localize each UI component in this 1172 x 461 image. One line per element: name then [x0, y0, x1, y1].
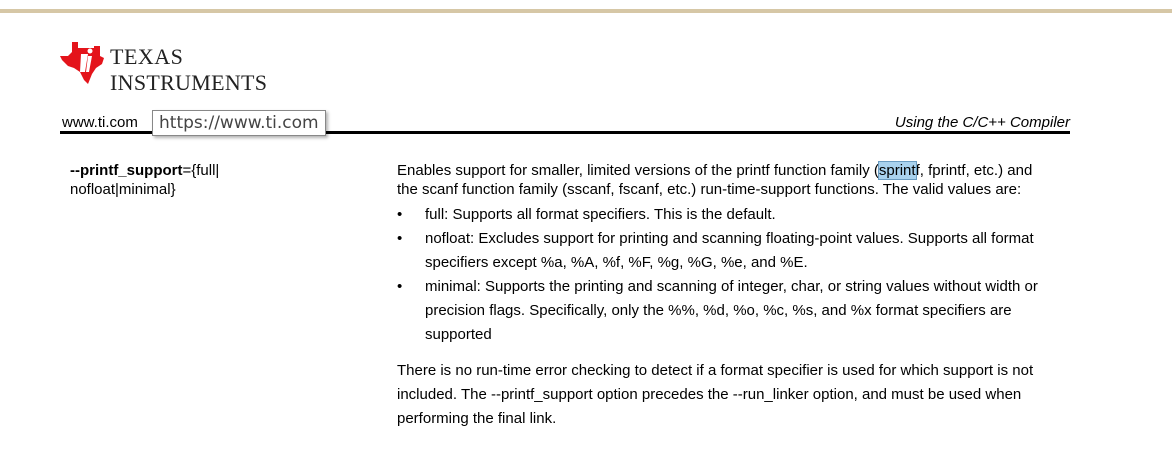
ti-logo-icon	[60, 42, 104, 89]
intro-text-rest: f, fprintf, etc.) and the scanf function family (sscanf, fscanf, etc.) run-time-support functions. The valid values are:	[397, 162, 1033, 198]
section-title: Using the C/C++ Compiler	[894, 114, 1070, 131]
list-item-text: nofloat: Excludes support for printing and scanning floating-point values. Supports all format specifiers except %a, %A, %f, %F, %g, %G, %e, and %E.	[425, 230, 1034, 271]
brand-line1: TEXAS	[110, 44, 184, 69]
website-link[interactable]: www.ti.com	[62, 114, 138, 131]
top-border	[0, 9, 1172, 13]
list-item	[397, 203, 1057, 227]
list-item-text: minimal: Supports the printing and scanning of integer, char, or string values without width or precision flags. Specifically, only the %%, %d, %o, %c, %s, and %x format specifiers are supported	[425, 278, 1038, 343]
intro-text: Enables support for smaller, limited versions of the printf function family (	[397, 162, 879, 179]
bullet: •	[397, 278, 403, 295]
option-name	[70, 161, 270, 199]
list-item-text: full: Supports all format specifiers. This is the default.	[425, 206, 776, 223]
option-description	[397, 161, 1057, 431]
brand-line2: INSTRUMENTS	[110, 70, 268, 95]
bullet: •	[397, 206, 403, 223]
option-values: ={full|	[182, 162, 220, 179]
bullet: •	[397, 230, 403, 247]
link-tooltip: https://www.ti.com	[152, 110, 326, 136]
note-paragraph: There is no run-time error checking to detect if a format specifier is used for which support is not included. The --printf_support option precedes the --run_linker option, and must be used when performing the final link.	[397, 362, 1034, 427]
values-list	[397, 203, 1057, 347]
list-item	[397, 275, 1057, 347]
list-item	[397, 227, 1057, 275]
option-values-2: nofloat|minimal}	[70, 181, 176, 198]
intro-paragraph	[397, 161, 1057, 199]
ti-brand-name	[110, 44, 267, 96]
option-flag: --printf_support	[70, 162, 183, 179]
selected-text[interactable]: sprint	[878, 162, 916, 179]
